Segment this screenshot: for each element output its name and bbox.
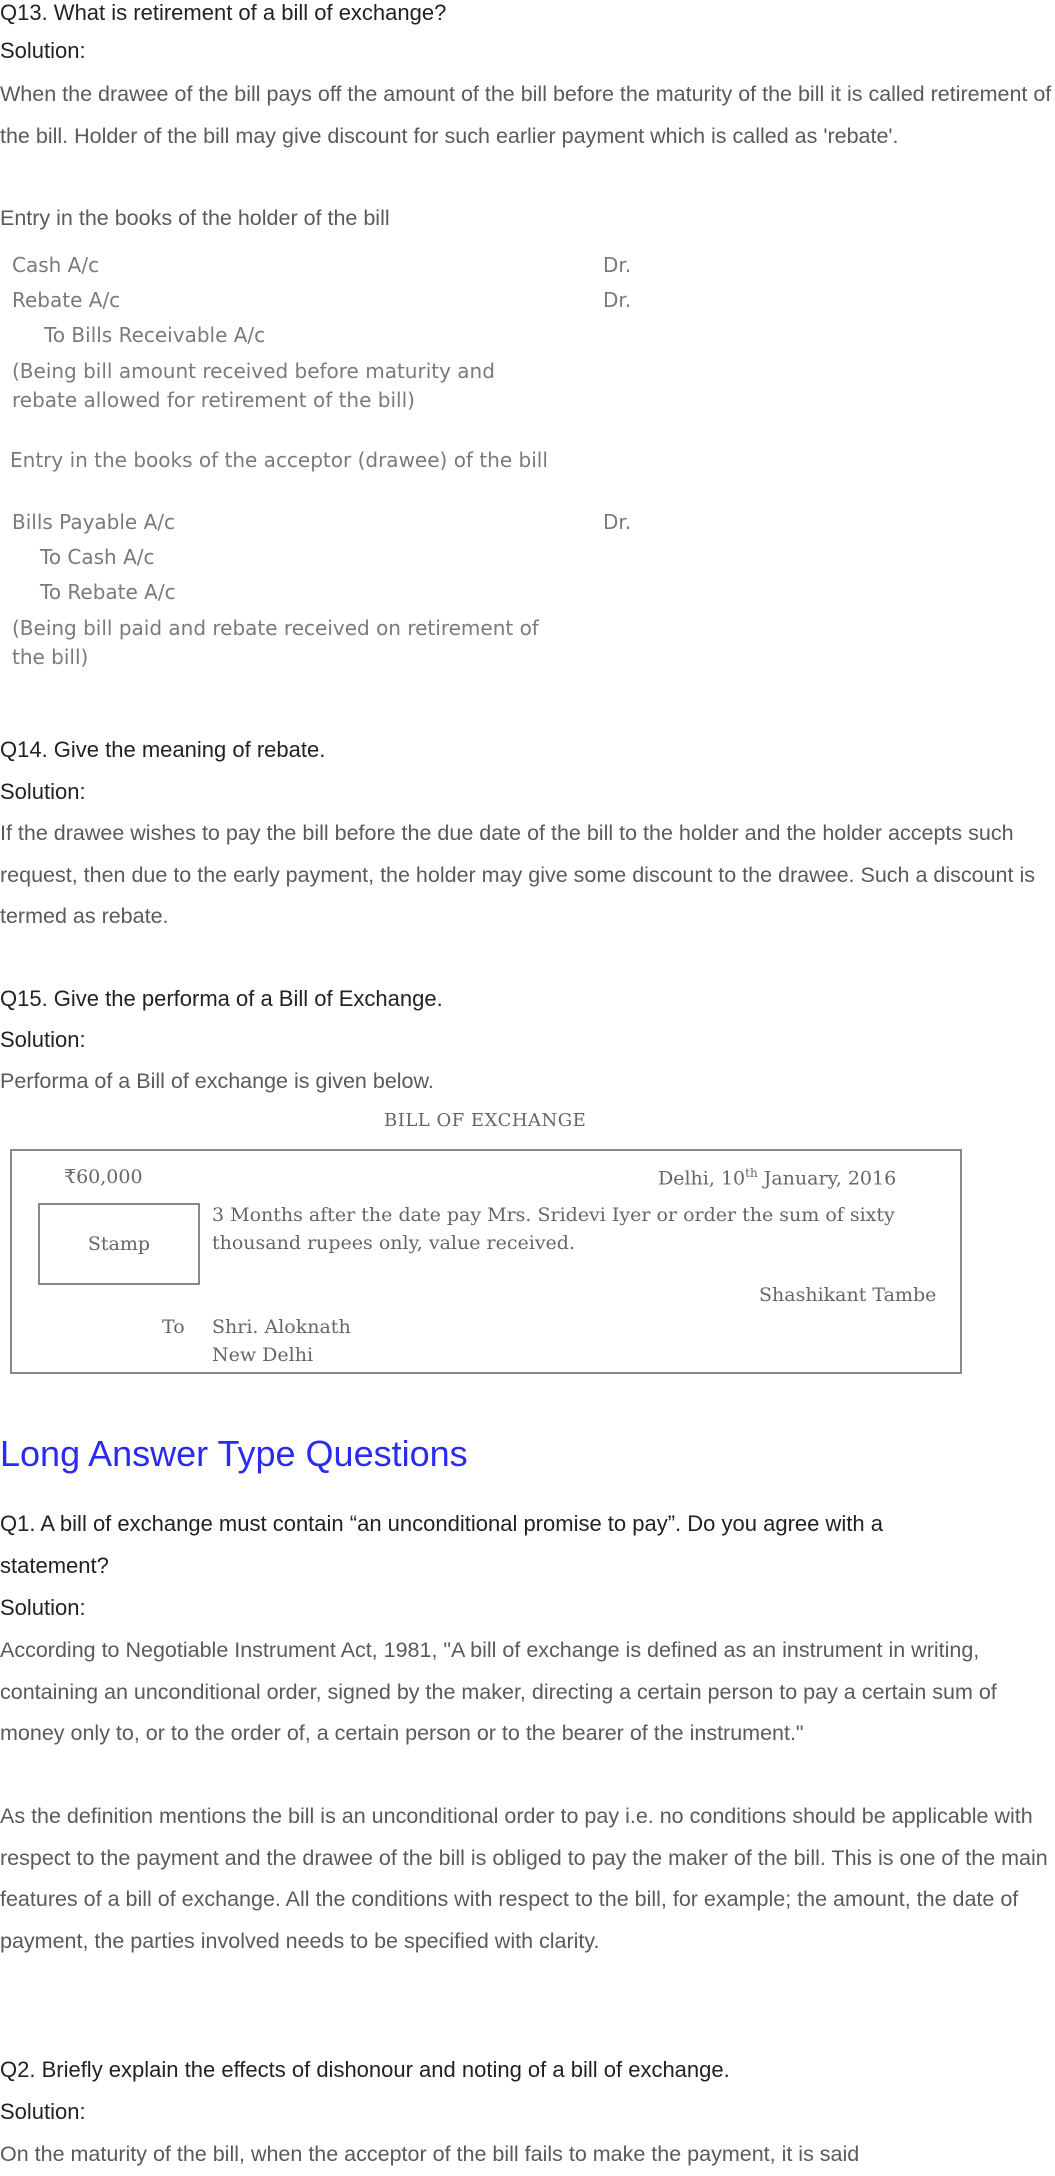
holder-entry-cash-dr: Dr. xyxy=(603,253,632,277)
q14-question: Q14. Give the meaning of rebate. xyxy=(0,737,326,762)
long-q1-question-line-1: Q1. A bill of exchange must contain “an unconditional promise to pay”. Do you agree with a xyxy=(0,1511,883,1536)
acceptor-entry-to-cash: To Cash A/c xyxy=(40,545,155,569)
long-q1-answer-p2: As the definition mentions the bill is an unconditional order to pay i.e. no conditions should be applicable with respect to the payment and the drawee of the bill is obliged to pay the maker of the bill. This is one of the main features of a bill of exchange. All the conditions with respect to the bill, for example; the amount, the date of payment, the parties involved needs to be specified with clarity. xyxy=(0,1804,1048,1953)
bill-place-date-prefix: Delhi, 10 xyxy=(658,1167,746,1190)
q14-answer: If the drawee wishes to pay the bill before the due date of the bill to the holder and the holder accepts such request, then due to the early payment, the holder may give some discount to the drawee. Such a discount is termed as rebate. xyxy=(0,821,1035,928)
stamp-label: Stamp xyxy=(87,1233,151,1255)
acceptor-entry-to-rebate: To Rebate A/c xyxy=(40,580,176,604)
holder-entry-narration-1: (Being bill amount received before maturity and xyxy=(12,359,495,383)
bill-to-label: To xyxy=(162,1316,185,1338)
bill-drawee-place: New Delhi xyxy=(212,1344,314,1366)
q15-question: Q15. Give the performa of a Bill of Exchange. xyxy=(0,986,443,1011)
holder-entry-rebate: Rebate A/c xyxy=(12,288,121,312)
acceptor-entry-bills-payable-dr: Dr. xyxy=(603,510,632,534)
bill-title: BILL OF EXCHANGE xyxy=(384,1110,587,1131)
q13-solution-label: Solution: xyxy=(0,38,86,63)
holder-entry-narration-2: rebate allowed for retirement of the bill) xyxy=(12,388,415,412)
acceptor-entry-narration-2: the bill) xyxy=(12,645,89,669)
stamp-box xyxy=(38,1203,200,1285)
bill-order-line-2: thousand rupees only, value received. xyxy=(212,1232,575,1254)
section-title-long-answer: Long Answer Type Questions xyxy=(0,1433,468,1474)
q15-solution-label: Solution: xyxy=(0,1027,86,1052)
long-q2-question: Q2. Briefly explain the effects of dishonour and noting of a bill of exchange. xyxy=(0,2057,730,2082)
long-q1-question-line-2: statement? xyxy=(0,1553,109,1578)
long-q2-solution-label: Solution: xyxy=(0,2099,86,2124)
bill-drawer-signature: Shashikant Tambe xyxy=(759,1284,937,1306)
acceptor-entry-bills-payable: Bills Payable A/c xyxy=(12,510,176,534)
bill-place-date xyxy=(658,1166,896,1189)
q13-answer: When the drawee of the bill pays off the amount of the bill before the maturity of the bill it is called retirement of the bill. Holder of the bill may give discount for such earlier payment which is called as 'rebate'. xyxy=(0,82,1052,148)
q13-question: Q13. What is retirement of a bill of exchange? xyxy=(0,0,447,25)
bill-amount: ₹60,000 xyxy=(64,1166,143,1188)
bill-place-date-sup: th xyxy=(745,1166,758,1180)
acceptor-entry-intro: Entry in the books of the acceptor (drawee) of the bill xyxy=(10,448,548,472)
holder-entry-rebate-dr: Dr. xyxy=(603,288,632,312)
acceptor-entry-narration-1: (Being bill paid and rebate received on retirement of xyxy=(12,616,539,640)
q15-answer: Performa of a Bill of exchange is given below. xyxy=(0,1069,434,1093)
bill-drawee-name: Shri. Aloknath xyxy=(212,1316,351,1338)
holder-entry-cash: Cash A/c xyxy=(12,253,100,277)
bill-order-line-1: 3 Months after the date pay Mrs. Sridevi Iyer or order the sum of sixty xyxy=(212,1204,895,1226)
holder-entry-bills-receivable: To Bills Receivable A/c xyxy=(44,323,266,347)
q13-entry-intro: Entry in the books of the holder of the bill xyxy=(0,206,390,230)
long-q2-answer-start: On the maturity of the bill, when the acceptor of the bill fails to make the payment, it is said xyxy=(0,2142,860,2166)
bill-place-date-suffix: January, 2016 xyxy=(757,1167,897,1190)
q14-solution-label: Solution: xyxy=(0,779,86,804)
long-q1-solution-label: Solution: xyxy=(0,1595,86,1620)
long-q1-answer-p1: According to Negotiable Instrument Act, 1981, "A bill of exchange is defined as an instrument in writing, containing an unconditional order, signed by the maker, directing a certain person to pay a certain sum of money only to, or to the order of, a certain person or to the bearer of the instrument." xyxy=(0,1638,997,1745)
